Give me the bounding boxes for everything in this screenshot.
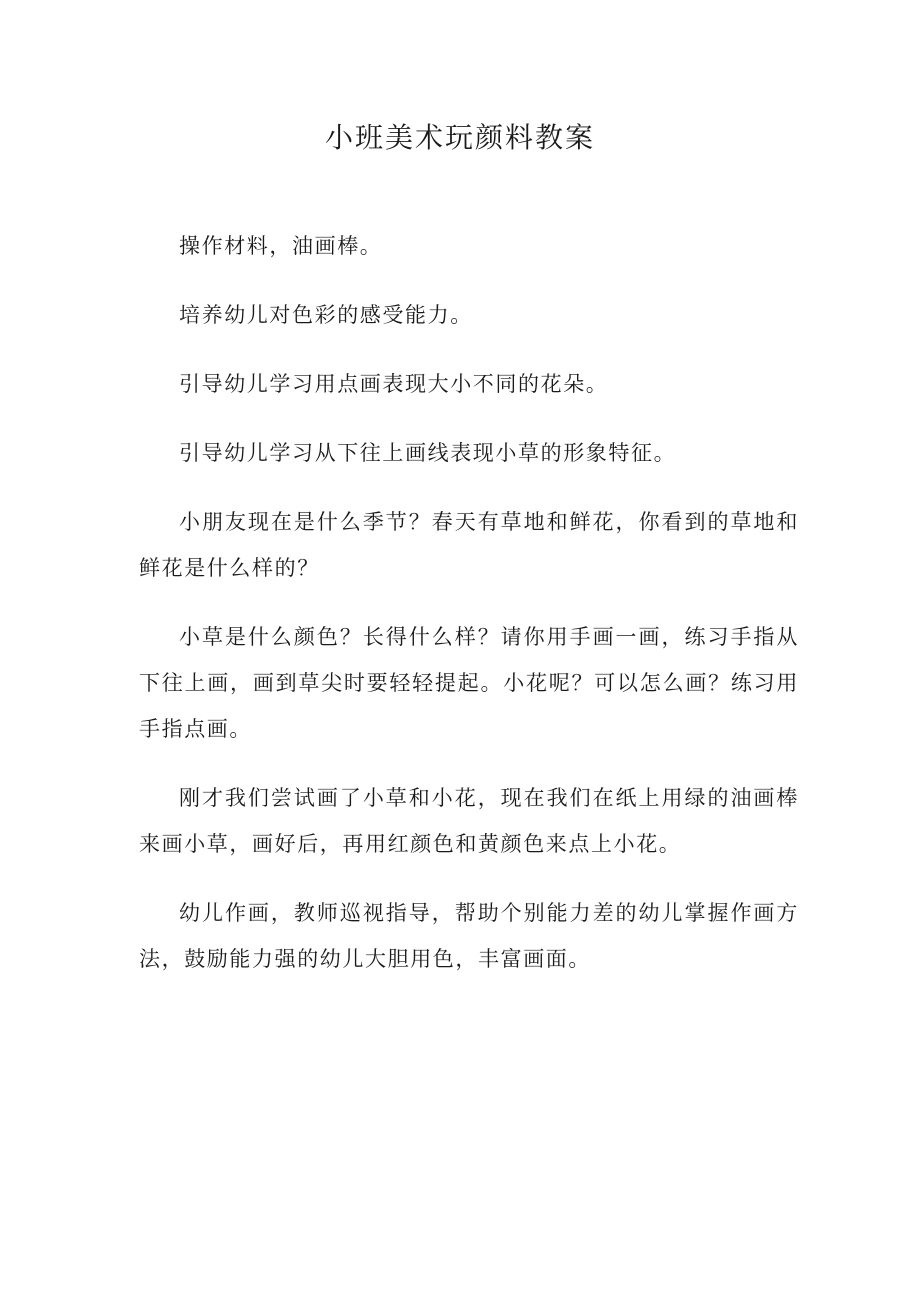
document-title: 小班美术玩颜料教案 bbox=[324, 121, 595, 154]
document-body bbox=[139, 223, 799, 1005]
paragraph-drawing: 刚才我们尝试画了小草和小花，现在我们在纸上用绿的油画棒来画小草，画好后，再用红颜色和黄颜色来点上小花。 bbox=[139, 786, 799, 856]
paragraph-materials: 操作材料，油画棒。 bbox=[179, 234, 383, 258]
paragraph-practice: 小草是什么颜色？长得什么样？请你用手画一画，练习手指从下往上画，画到草尖时要轻轻提起。小花呢？可以怎么画？练习用手指点画。 bbox=[139, 625, 799, 741]
paragraph-guidance: 幼儿作画，教师巡视指导，帮助个别能力差的幼儿掌握作画方法，鼓励能力强的幼儿大胆用色，丰富画面。 bbox=[139, 901, 799, 971]
paragraph-goal-grass: 引导幼儿学习从下往上画线表现小草的形象特征。 bbox=[179, 441, 677, 465]
paragraph-goal-flowers: 引导幼儿学习用点画表现大小不同的花朵。 bbox=[179, 372, 609, 396]
paragraph-goal-color: 培养幼儿对色彩的感受能力。 bbox=[179, 303, 473, 327]
paragraph-season-question: 小朋友现在是什么季节？春天有草地和鲜花，你看到的草地和鲜花是什么样的？ bbox=[139, 510, 799, 580]
